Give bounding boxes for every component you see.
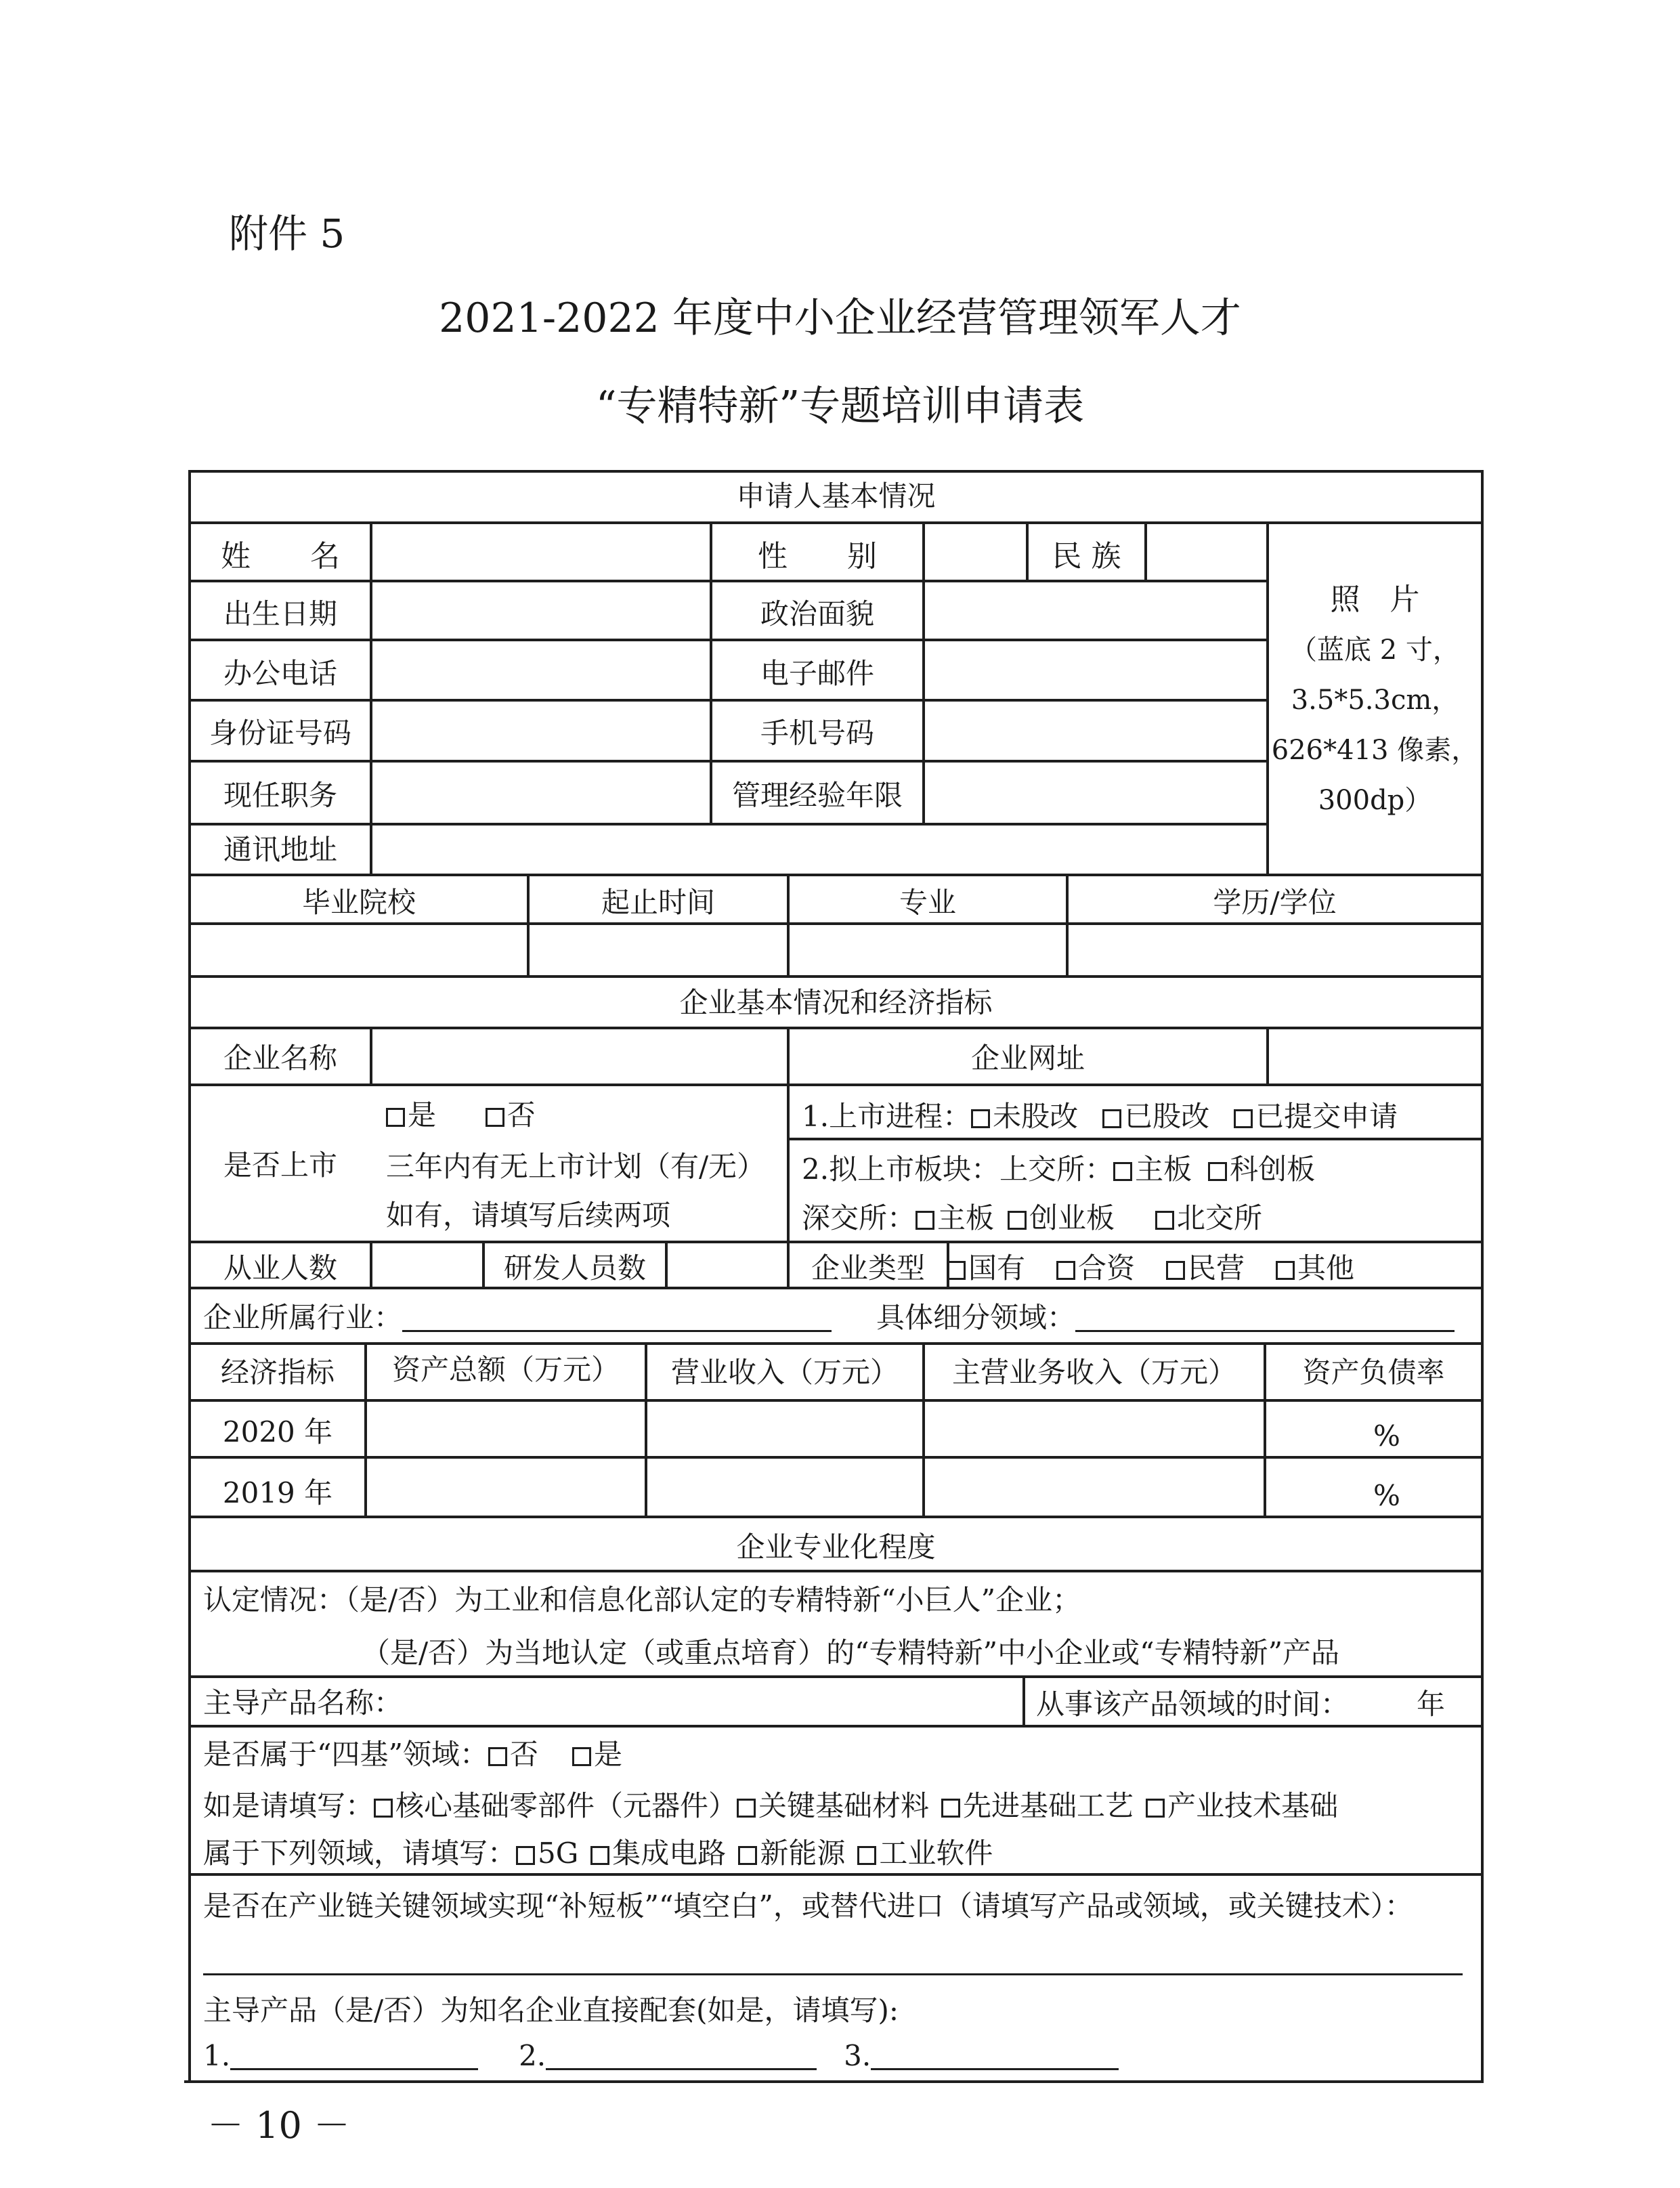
email-input[interactable] bbox=[925, 641, 1266, 699]
section-basic-info: 申请人基本情况 bbox=[736, 479, 936, 513]
label-website: 企业网址 bbox=[970, 1042, 1085, 1075]
type-state-label: 国有 bbox=[968, 1251, 1026, 1285]
supply-answers-row bbox=[203, 2041, 1119, 2070]
ipo-opt3-label: 已提交申请 bbox=[1255, 1100, 1398, 1133]
dom-ic-checkbox[interactable] bbox=[590, 1846, 609, 1865]
board-sh-main-checkbox[interactable] bbox=[1113, 1162, 1132, 1181]
econ-header-revenue: 营业收入（万元） bbox=[670, 1356, 899, 1389]
year-2019-label: 2019 年 bbox=[222, 1476, 333, 1509]
fb-materials-checkbox[interactable] bbox=[737, 1799, 756, 1818]
econ-header-indicator: 经济指标 bbox=[220, 1356, 335, 1389]
dom-energy-checkbox[interactable] bbox=[738, 1846, 757, 1865]
board-star-label: 科创板 bbox=[1230, 1153, 1316, 1186]
dom-software-label: 工业软件 bbox=[879, 1837, 993, 1870]
label-product-time: 从事该产品领域的时间： bbox=[1036, 1688, 1350, 1721]
photo-spec-4: 300dp） bbox=[1318, 785, 1432, 816]
fb-components-label: 核心基础零部件（元器件） bbox=[395, 1789, 737, 1822]
debt-ratio-2019-percent: % bbox=[1373, 1479, 1400, 1512]
listing-fill-hint: 如有，请填写后续两项 bbox=[386, 1199, 671, 1232]
type-other-label: 其他 bbox=[1297, 1251, 1355, 1285]
board-chinext-label: 创业板 bbox=[1029, 1201, 1115, 1235]
type-private-label: 民营 bbox=[1188, 1251, 1245, 1285]
ipo-progress-label: 1.上市进程： bbox=[802, 1100, 972, 1133]
address-input[interactable] bbox=[372, 825, 1266, 874]
board-bse-label: 北交所 bbox=[1177, 1201, 1263, 1235]
chain-question: 是否在产业链关键领域实现“补短板”“填空白”，或替代进口（请填写产品或领域，或关键技术）： bbox=[203, 1889, 1413, 1923]
supply-answer-2-input[interactable] bbox=[546, 2041, 817, 2070]
assets-2019-input[interactable] bbox=[367, 1459, 645, 1516]
assets-2020-input[interactable] bbox=[367, 1402, 645, 1456]
page-number: － 10 － bbox=[207, 2104, 351, 2147]
label-main-product: 主导产品名称： bbox=[203, 1686, 403, 1719]
label-rd-staff: 研发人员数 bbox=[503, 1251, 646, 1285]
label-gender: 性 别 bbox=[758, 539, 877, 574]
title-line-1: 2021-2022 年度中小企业经营管理领军人才 bbox=[439, 295, 1241, 342]
title-line-2: “专精特新”专题培训申请表 bbox=[595, 383, 1085, 430]
ipo-progress-row bbox=[802, 1102, 1398, 1131]
dom-ic-label: 集成电路 bbox=[612, 1837, 727, 1870]
gender-input[interactable] bbox=[925, 524, 1026, 580]
ipo-opt1-label: 未股改 bbox=[993, 1100, 1079, 1133]
type-other-checkbox[interactable] bbox=[1276, 1261, 1295, 1280]
id-number-input[interactable] bbox=[372, 702, 710, 760]
photo-spec-3: 626*413 像素， bbox=[1271, 735, 1479, 766]
supply-answer-3-input[interactable] bbox=[871, 2041, 1119, 2070]
board-sh-main-label: 主板 bbox=[1135, 1153, 1192, 1186]
four-base-yes-label: 是 bbox=[593, 1738, 622, 1771]
year-2020-label: 2020 年 bbox=[222, 1415, 333, 1449]
ipo-opt1-checkbox[interactable] bbox=[971, 1109, 990, 1128]
label-domains: 属于下列领域，请填写： bbox=[203, 1837, 517, 1870]
listed-yes-checkbox[interactable] bbox=[386, 1108, 405, 1127]
birth-date-input[interactable] bbox=[372, 582, 710, 639]
board-bse-checkbox[interactable] bbox=[1155, 1211, 1174, 1230]
certification-line-1: 认定情况：（是/否）为工业和信息化部认定的专精特新“小巨人”企业； bbox=[203, 1583, 1081, 1616]
board-star-checkbox[interactable] bbox=[1208, 1162, 1227, 1181]
board-chinext-checkbox[interactable] bbox=[1008, 1211, 1027, 1230]
ethnicity-input[interactable] bbox=[1147, 524, 1266, 580]
label-address: 通讯地址 bbox=[223, 833, 337, 866]
unit-year: 年 bbox=[1417, 1688, 1446, 1721]
certification-line-2: （是/否）为当地认定（或重点培育）的“专精特新”中小企业或“专精特新”产品 bbox=[362, 1636, 1340, 1669]
econ-header-assets: 资产总额（万元） bbox=[391, 1353, 620, 1386]
section-specialization: 企业专业化程度 bbox=[736, 1530, 936, 1564]
label-school: 毕业院校 bbox=[301, 886, 416, 919]
board-sz-row bbox=[802, 1201, 1263, 1235]
label-industry: 企业所属行业： bbox=[203, 1301, 403, 1334]
type-jv-label: 合资 bbox=[1078, 1251, 1136, 1285]
four-base-row bbox=[203, 1740, 622, 1769]
fb-process-label: 先进基础工艺 bbox=[963, 1789, 1134, 1822]
label-management-years: 管理经验年限 bbox=[731, 779, 903, 812]
label-birth-date: 出生日期 bbox=[223, 597, 337, 630]
label-enterprise-type: 企业类型 bbox=[811, 1251, 925, 1285]
revenue-2019-input[interactable] bbox=[647, 1459, 922, 1516]
dom-5g-checkbox[interactable] bbox=[516, 1846, 535, 1865]
mobile-input[interactable] bbox=[925, 702, 1266, 760]
econ-header-main-revenue: 主营业务收入（万元） bbox=[951, 1356, 1236, 1389]
supply-n1-label: 1. bbox=[203, 2039, 231, 2072]
fb-components-checkbox[interactable] bbox=[374, 1799, 393, 1818]
main-product-input[interactable] bbox=[406, 1678, 1020, 1725]
four-base-yes-checkbox[interactable] bbox=[572, 1747, 591, 1766]
dom-energy-label: 新能源 bbox=[760, 1837, 846, 1870]
listed-yes-label: 是 bbox=[408, 1098, 437, 1132]
type-state-checkbox[interactable] bbox=[947, 1261, 966, 1280]
listing-plan-text: 三年内有无上市计划（有/无） bbox=[386, 1150, 766, 1183]
board-label: 2.拟上市板块：上交所： bbox=[802, 1153, 1114, 1186]
chain-answer-input[interactable] bbox=[203, 1931, 1463, 1975]
dom-5g-label: 5G bbox=[538, 1837, 579, 1870]
label-period: 起止时间 bbox=[601, 886, 715, 919]
label-subfield: 具体细分领域： bbox=[876, 1301, 1076, 1334]
label-ethnicity: 民 族 bbox=[1052, 539, 1121, 574]
board-sz-main-checkbox[interactable] bbox=[916, 1211, 934, 1230]
management-years-input[interactable] bbox=[925, 763, 1266, 823]
supply-question: 主导产品（是/否）为知名企业直接配套(如是，请填写): bbox=[203, 1994, 899, 2027]
industry-row bbox=[203, 1303, 1455, 1332]
type-private-checkbox[interactable] bbox=[1166, 1261, 1185, 1280]
major-input[interactable] bbox=[790, 925, 1066, 975]
position-input[interactable] bbox=[372, 763, 710, 823]
revenue-2020-input[interactable] bbox=[647, 1402, 922, 1456]
debt-ratio-2020-percent: % bbox=[1373, 1419, 1400, 1453]
domains-row bbox=[203, 1839, 993, 1868]
main-revenue-2019-input[interactable] bbox=[925, 1459, 1264, 1516]
supply-answer-1-input[interactable] bbox=[230, 2041, 478, 2070]
label-listed: 是否上市 bbox=[223, 1149, 337, 1182]
staff-input[interactable] bbox=[372, 1243, 482, 1287]
rd-staff-input[interactable] bbox=[668, 1243, 787, 1287]
subfield-input[interactable] bbox=[1075, 1303, 1455, 1332]
supply-n2-label: 2. bbox=[519, 2039, 546, 2072]
type-jv-checkbox[interactable] bbox=[1056, 1261, 1075, 1280]
label-four-base: 是否属于“四基”领域： bbox=[203, 1738, 488, 1771]
label-mobile: 手机号码 bbox=[760, 716, 874, 750]
listed-no-label: 否 bbox=[507, 1098, 536, 1132]
section-enterprise: 企业基本情况和经济指标 bbox=[679, 986, 993, 1019]
school-input[interactable] bbox=[191, 925, 527, 975]
four-base-no-label: 否 bbox=[509, 1738, 538, 1771]
label-position: 现任职务 bbox=[223, 779, 337, 812]
period-input[interactable] bbox=[530, 925, 787, 975]
label-degree: 学历/学位 bbox=[1213, 886, 1337, 919]
supply-n3-label: 3. bbox=[844, 2039, 871, 2072]
econ-header-debt-ratio: 资产负债率 bbox=[1302, 1356, 1445, 1389]
four-base-no-checkbox[interactable] bbox=[488, 1747, 507, 1766]
board-sz-label: 深交所： bbox=[802, 1201, 916, 1235]
label-email: 电子邮件 bbox=[760, 657, 874, 690]
dom-software-checkbox[interactable] bbox=[857, 1846, 876, 1865]
ipo-opt3-checkbox[interactable] bbox=[1234, 1109, 1253, 1128]
attachment-label: 附件 5 bbox=[229, 211, 345, 257]
ipo-opt2-label: 已股改 bbox=[1124, 1100, 1210, 1133]
political-status-input[interactable] bbox=[925, 582, 1266, 639]
photo-spec-1: （蓝底 2 寸， bbox=[1290, 635, 1460, 666]
photo-box[interactable] bbox=[1269, 524, 1481, 874]
label-id-number: 身份证号码 bbox=[209, 716, 351, 750]
label-name: 姓 名 bbox=[221, 539, 340, 574]
industry-input[interactable] bbox=[402, 1303, 832, 1332]
label-company-name: 企业名称 bbox=[223, 1042, 337, 1075]
fb-tech-base-checkbox[interactable] bbox=[1146, 1799, 1165, 1818]
listed-no-checkbox[interactable] bbox=[486, 1108, 504, 1127]
office-phone-input[interactable] bbox=[372, 641, 710, 699]
label-office-phone: 办公电话 bbox=[223, 657, 337, 690]
listed-options bbox=[386, 1098, 536, 1132]
board-sh-row bbox=[802, 1155, 1315, 1184]
label-staff: 从业人数 bbox=[223, 1251, 337, 1285]
photo-spec-2: 3.5*5.3cm， bbox=[1291, 685, 1459, 716]
four-base-detail-row bbox=[203, 1789, 1339, 1822]
fb-tech-base-label: 产业技术基础 bbox=[1167, 1789, 1339, 1822]
label-major: 专业 bbox=[899, 886, 956, 919]
photo-label: 照 片 bbox=[1330, 582, 1420, 617]
website-input[interactable] bbox=[1269, 1029, 1481, 1084]
fb-materials-label: 关键基础材料 bbox=[758, 1789, 930, 1822]
ipo-opt2-checkbox[interactable] bbox=[1102, 1109, 1121, 1128]
label-fill-if-yes: 如是请填写： bbox=[203, 1789, 374, 1822]
label-political-status: 政治面貌 bbox=[760, 597, 874, 630]
board-sz-main-label: 主板 bbox=[937, 1201, 995, 1235]
enterprise-type-options bbox=[947, 1251, 1355, 1285]
fb-process-checkbox[interactable] bbox=[941, 1799, 960, 1818]
name-input[interactable] bbox=[372, 524, 710, 580]
company-name-input[interactable] bbox=[372, 1029, 787, 1084]
degree-input[interactable] bbox=[1069, 925, 1481, 975]
main-revenue-2020-input[interactable] bbox=[925, 1402, 1264, 1456]
